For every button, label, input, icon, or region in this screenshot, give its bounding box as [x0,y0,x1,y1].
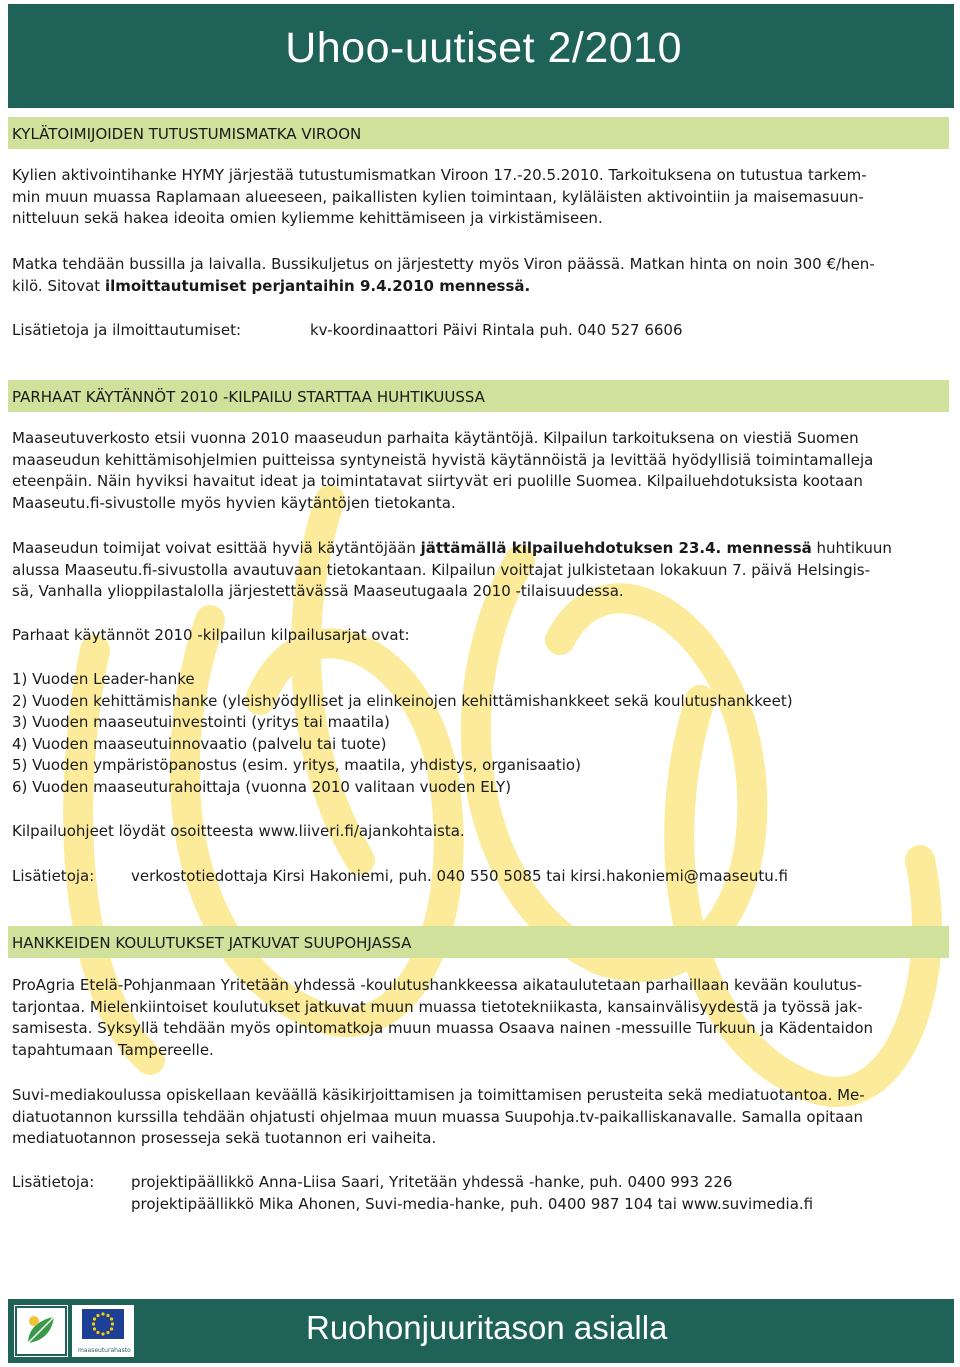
text-line: min muun muassa Raplamaan alueeseen, paikallisten kylien toimintaan, kyläläisten aktivointiin ja maisemasuun- [12,187,864,206]
list-item: 2) Vuoden kehittämishanke (yleishyödylliset ja elinkeinojen kehittämishankkeet sekä koulutushankkeet) [12,691,793,710]
leader-logo [14,1305,68,1357]
text-line: samisesta. Syksyllä tehdään myös opintomatkoja muun muassa Osaava nainen -messuille Turkuun ja Kädentaidon [12,1019,874,1037]
text-line: sä, Vanhalla ylioppilastalolla järjestettävässä Maaseutugaala 2010 -tilaisuudessa. [12,582,624,600]
contact-label: Lisätietoja: [12,867,95,885]
list-item: 3) Vuoden maaseutuinvestointi (yritys tai maatila) [12,713,390,731]
text-line: tapahtumaan Tampereelle. [12,1040,214,1059]
study-trip-details [12,254,947,297]
contact-label: Lisätietoja: [12,1173,95,1191]
eu-flag-icon [72,1305,134,1345]
leader-leaf-icon [14,1305,68,1357]
contact-value: kv-koordinaattori Päivi Rintala puh. 040 527 6606 [310,321,683,339]
text-line: Kylien aktivointihanke HYMY järjestää tutustumismatkan Viroon 17.-20.5.2010. Tarkoituksena on tutustua tarkem- [12,166,867,184]
text-run: kilö. Sitovat [12,276,105,295]
text-line: alussa Maaseutu.fi-sivustolla avautuvaan tietokantaan. Kilpailun voittajat julkistetaan lokakuun 7. päivä Helsingis- [12,560,871,579]
list-item: 5) Vuoden ympäristöpanostus (esim. yritys, maatila, yhdistys, organisaatio) [12,756,581,774]
study-trip-intro [12,165,947,230]
text-line: tarjontaa. Mielenkiintoiset koulutukset jatkuvat muun muassa tietotekniikasta, kansainvälisyydestä ja työssä jak- [12,997,863,1016]
footer-slogan: Ruohonjuuritason asialla [306,1309,668,1346]
text-line: eteenpäin. Näin hyviksi havaitut ideat ja toimintatavat siirtyvät eri puolille Suomea. Kilpailuehdotuksista kootaan [12,472,863,490]
newsletter-title: Uhoo-uutiset 2/2010 [285,24,682,72]
text-line: Matka tehdään bussilla ja laivalla. Bussikuljetus on järjestetty myös Viron päässä. Matkan hinta on noin 300 €/hen- [12,255,875,273]
text-line [12,276,947,298]
registration-deadline: ilmoittautumiset perjantaihin 9.4.2010 mennessä. [104,276,531,295]
contact-value: projektipäällikkö Mika Ahonen, Suvi-media-hanke, puh. 0400 987 104 tai www.suvimedia.fi [131,1195,814,1213]
competition-instructions: Kilpailuohjeet löydät osoitteesta www.liiveri.fi/ajankohtaista. [12,822,465,840]
section-heading-best-practices: PARHAAT KÄYTÄNNÖT 2010 -KILPAILU STARTTAA HUHTIKUUSSA [8,380,949,412]
submission-deadline: jättämällä kilpailuehdotuksen 23.4. mennessä [420,539,812,557]
trainings-paragraph-2 [12,1085,947,1150]
text-line: diatuotannon kurssilla tehdään ohjatusti ohjelmaa muun muassa Suupohja.tv-paikalliskanavalle. Samalla opitaan [12,1107,864,1126]
footer-band [8,1299,954,1363]
text-line: Maaseutu.fi-sivustolle myös hyvien käytäntöjen tietokanta. [12,493,456,512]
section-heading-study-trip: KYLÄTOIMIJOIDEN TUTUSTUMISMATKA VIROON [8,117,949,149]
text-line: maaseudun kehittämisohjelmien puitteissa syntyneistä hyvistä käytännöistä ja levittää hyödyllisiä toimintamalleja [12,450,874,469]
section-heading-trainings: HANKKEIDEN KOULUTUKSET JATKUVAT SUUPOHJASSA [8,926,949,958]
text-line: Suvi-mediakoulussa opiskellaan keväällä käsikirjoittamisen ja toimittamisen perusteita sekä mediatuotantoa. Me- [12,1086,865,1104]
eu-logo [72,1305,134,1357]
text-line: ProAgria Etelä-Pohjanmaan Yritetään yhdessä -koulutushankkeessa aikataulutetaan parhaillaan kevään koulutus- [12,976,863,994]
categories-intro: Parhaat käytännöt 2010 -kilpailun kilpailusarjat ovat: [12,626,410,644]
list-item: 4) Vuoden maaseutuinnovaatio (palvelu tai tuote) [12,734,387,753]
best-practices-submission [12,538,947,603]
text-line: mediatuotannon prosesseja sekä tuotannon eri vaiheita. [12,1129,437,1147]
category-list [12,669,947,798]
trainings-paragraph-1 [12,975,947,1061]
contact-value: verkostotiedottaja Kirsi Hakoniemi, puh. 040 550 5085 tai kirsi.hakoniemi@maaseutu.fi [131,867,788,885]
contact-value: projektipäällikkö Anna-Liisa Saari, Yritetään yhdessä -hanke, puh. 0400 993 226 [131,1173,733,1191]
text-run: huhtikuun [811,539,892,557]
text-line: nitteluun sekä hakea ideoita omien kyliemme kehittämiseen ja virkistämiseen. [12,209,603,227]
best-practices-intro [12,428,947,514]
text-line: Maaseutuverkosto etsii vuonna 2010 maaseudun parhaita käytäntöjä. Kilpailun tarkoituksena on viestiä Suomen [12,429,859,447]
header-band [8,4,954,108]
logo-caption: maaseuturahasto [78,1347,131,1354]
text-run: Maaseudun toimijat voivat esittää hyviä käytäntöjään [12,539,421,557]
list-item: 1) Vuoden Leader-hanke [12,670,195,688]
text-line [12,538,947,560]
list-item: 6) Vuoden maaseuturahoittaja (vuonna 2010 valitaan vuoden ELY) [12,777,512,796]
contact-label: Lisätietoja ja ilmoittautumiset: [12,321,242,339]
